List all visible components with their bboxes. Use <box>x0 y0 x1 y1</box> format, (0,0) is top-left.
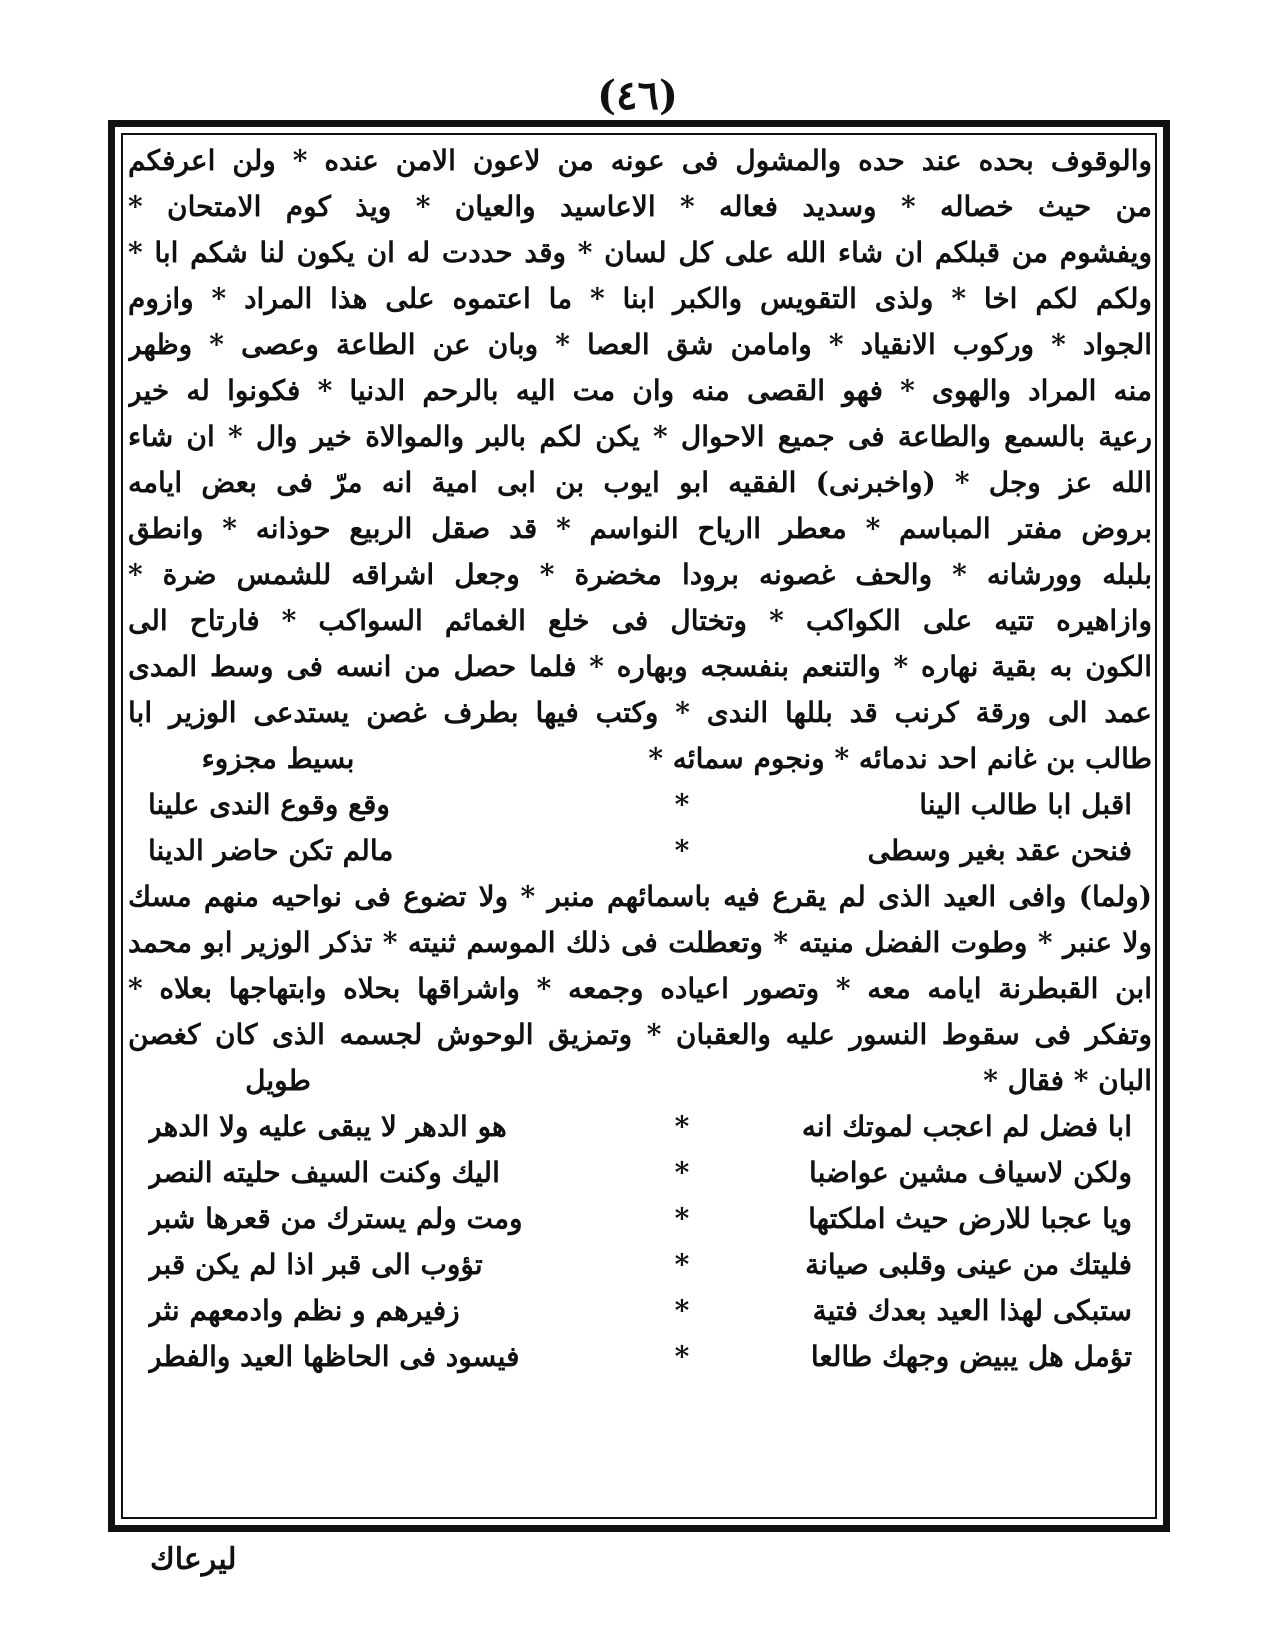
meter-line <box>128 1058 1152 1104</box>
meter-line <box>128 736 1152 782</box>
verse <box>128 1150 1152 1196</box>
prose-fragment: طالب بن غانم احد ندمائه * ونجوم سمائه * <box>648 742 1152 775</box>
meter-label: طويل <box>245 1064 311 1097</box>
prose-line: وازاهيره تتيه على الكواكب * وتختال فى خلع الغمائم السواكب * فارتاح الى <box>128 604 1152 637</box>
prose-line: بلبله وورشانه * والحف غصونه برودا مخضرة * وجعل اشراقه للشمس ضرة * <box>128 558 1152 591</box>
verse-separator: * <box>674 788 690 821</box>
prose-line: ابن القبطرنة ايامه معه * وتصور اعياده وجمعه * واشراقها بحلاه وابتهاجها بعلاه * <box>128 972 1152 1005</box>
verse <box>128 1334 1152 1380</box>
prose-line: الله عز وجل * (واخبرنى) الفقيه ابو ايوب بن ابى امية انه مرّ فى بعض ايامه <box>128 466 1152 499</box>
page-number: (٤٦) <box>597 72 678 119</box>
verse-separator: * <box>674 1294 690 1327</box>
verse-first-hemistich: تؤمل هل يبيض وجهك طالعا <box>810 1340 1132 1373</box>
verse-separator: * <box>674 834 690 867</box>
prose-line: الجواد * وركوب الانقياد * وامامن شق العصا * وبان عن الطاعة وعصى * وظهر <box>128 328 1152 361</box>
verse-separator: * <box>674 1110 690 1143</box>
verse <box>128 1104 1152 1150</box>
prose-line: ولا عنبر * وطوت الفضل منيته * وتعطلت فى ذلك الموسم ثنيته * تذكر الوزير ابو محمد <box>128 926 1152 959</box>
prose-line: ولكم لكم اخا * ولذى التقويس والكبر ابنا * ما اعتموه على هذا المراد * وازوم <box>128 282 1152 315</box>
verse-second-hemistich: ومت ولم يسترك من قعرها شبر <box>148 1202 523 1235</box>
verse-second-hemistich: هو الدهر لا يبقى عليه ولا الدهر <box>148 1110 507 1143</box>
verse-first-hemistich: فليتك من عينى وقلبى صيانة <box>805 1248 1132 1281</box>
prose-line: من حيث خصاله * وسديد فعاله * الاعاسيد والعيان * ويذ كوم الامتحان * <box>128 190 1152 223</box>
prose-line: ويفشوم من قبلكم ان شاء الله على كل لسان * وقد حددت له ان يكون لنا شكم ابا * <box>128 236 1152 269</box>
prose-line: بروض مفتر المباسم * معطر اارياح النواسم * قد صقل الربيع حوذانه * وانطق <box>128 512 1152 545</box>
verse <box>128 1242 1152 1288</box>
verse-separator: * <box>674 1202 690 1235</box>
prose-line: وتفكر فى سقوط النسور عليه والعقبان * وتمزيق الوحوش لجسمه الذى كان كغصن <box>128 1018 1152 1051</box>
verse <box>128 828 1152 874</box>
verse-first-hemistich: اقبل ابا طالب الينا <box>919 788 1132 821</box>
catchword: ليرعاك <box>150 1542 237 1577</box>
verse <box>128 1196 1152 1242</box>
verse-second-hemistich: فيسود فى الحاظها العيد والفطر <box>148 1340 520 1373</box>
prose-line: الكون به بقية نهاره * والتنعم بنفسجه وبهاره * فلما حصل من انسه فى وسط المدى <box>128 650 1152 683</box>
verse-separator: * <box>674 1340 690 1373</box>
verse <box>128 782 1152 828</box>
verse-second-hemistich: اليك وكنت السيف حليته النصر <box>148 1156 500 1189</box>
verse-separator: * <box>674 1156 690 1189</box>
prose-line: رعية بالسمع والطاعة فى جميع الاحوال * يكن لكم بالبر والموالاة خير وال * ان شاء <box>128 420 1152 453</box>
verse-first-hemistich: ستبكى لهذا العيد بعدك فتية <box>812 1294 1132 1327</box>
verse-first-hemistich: ابا فضل لم اعجب لموتك انه <box>801 1110 1132 1143</box>
meter-label: بسيط مجزوء <box>201 742 355 775</box>
verse <box>128 1288 1152 1334</box>
prose-fragment: البان * فقال * <box>983 1064 1152 1097</box>
verse-first-hemistich: ويا عجبا للارض حيث املكتها <box>808 1202 1132 1235</box>
prose-line: (ولما) وافى العيد الذى لم يقرع فيه باسمائهم منبر * ولا تضوع فى نواحيه منهم مسك <box>128 880 1152 913</box>
verse-first-hemistich: فنحن عقد بغير وسطى <box>867 834 1132 867</box>
prose-line: عمد الى ورقة كرنب قد بللها الندى * وكتب فيها بطرف غصن يستدعى الوزير ابا <box>128 696 1152 729</box>
verse-second-hemistich: وقع وقوع الندى علينا <box>148 788 390 821</box>
prose-line: منه المراد والهوى * فهو القصى منه وان مت اليه بالرحم الدنيا * فكونوا له خير <box>128 374 1152 407</box>
verse-second-hemistich: مالم تكن حاضر الدينا <box>148 834 394 867</box>
verse-separator: * <box>674 1248 690 1281</box>
text-block <box>128 138 1152 1380</box>
prose-line: والوقوف بحده عند حده والمشول فى عونه من لاعون الامن عنده * ولن اعرفكم <box>128 144 1152 177</box>
verse-second-hemistich: تؤوب الى قبر اذا لم يكن قبر <box>148 1248 483 1281</box>
verse-second-hemistich: زفيرهم و نظم وادمعهم نثر <box>148 1294 460 1327</box>
verse-first-hemistich: ولكن لاسياف مشين عواضبا <box>809 1156 1132 1189</box>
